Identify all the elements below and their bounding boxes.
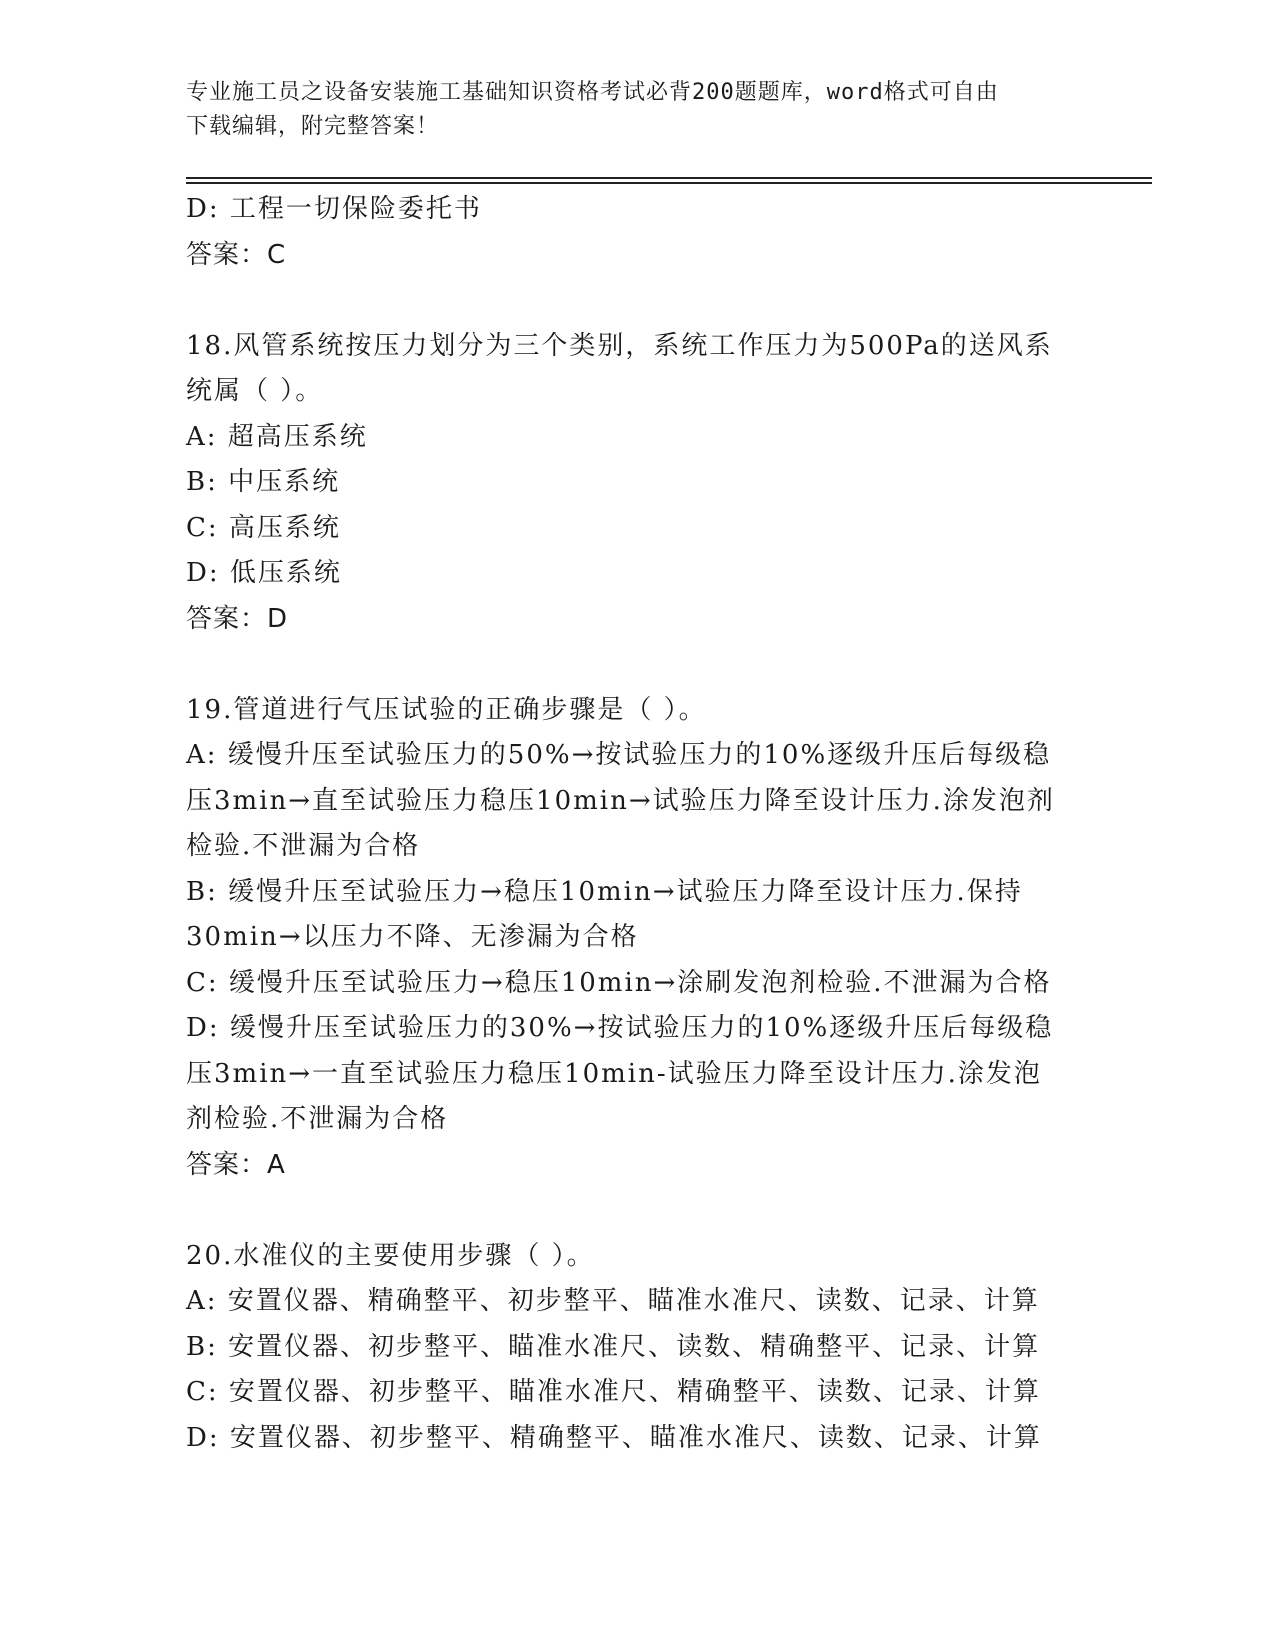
q20-option-d: D: 安置仪器、初步整平、精确整平、瞄准水准尺、读数、记录、计算 (186, 1422, 1042, 1453)
header-line-2: 下载编辑，附完整答案！ (186, 114, 440, 139)
q19-option-a-line-1: A: 缓慢升压至试验压力的50%→按试验压力的10%逐级升压后每级稳 (186, 740, 1052, 770)
q19-stem: 19.管道进行气压试验的正确步骤是（ ）。 (186, 694, 707, 725)
q18-stem-line-2: 统属（ ）。 (186, 376, 324, 406)
q19-option-b-line-2: 30min→以压力不降、无渗漏为合格 (186, 922, 639, 952)
q19-option-b-line-1: B: 缓慢升压至试验压力→稳压10min→试验压力降至设计压力.保持 (186, 876, 1023, 907)
header-divider-bottom (186, 182, 1152, 184)
question-list (186, 187, 1086, 1461)
q19-option-a-line-3: 检验.不泄漏为合格 (186, 831, 421, 861)
header-line-1: 专业施工员之设备安装施工基础知识资格考试必背200题题库，word格式可自由 (186, 80, 999, 105)
q20-option-a: A: 安置仪器、精确整平、初步整平、瞄准水准尺、读数、记录、计算 (186, 1286, 1040, 1316)
q19-answer: 答案：A (186, 1149, 286, 1180)
q18-option-a: A: 超高压系统 (186, 421, 368, 452)
q19-option-d-line-1: D: 缓慢升压至试验压力的30%→按试验压力的10%逐级升压后每级稳 (186, 1013, 1054, 1043)
spacer (186, 1188, 1086, 1234)
q19-option-c: C: 缓慢升压至试验压力→稳压10min→涂刷发泡剂检验.不泄漏为合格 (186, 967, 1052, 998)
q18-option-d: D: 低压系统 (186, 558, 342, 588)
q18-option-c: C: 高压系统 (186, 512, 341, 543)
spacer (186, 278, 1086, 324)
q17-option-d: D: 工程一切保险委托书 (186, 194, 482, 224)
q19-option-a-line-2: 压3min→直至试验压力稳压10min→试验压力降至设计压力.涂发泡剂 (186, 785, 1055, 816)
q19-option-d-line-3: 剂检验.不泄漏为合格 (186, 1104, 449, 1134)
q18-stem-line-1: 18.风管系统按压力划分为三个类别，系统工作压力为500Pa的送风系 (186, 330, 1053, 361)
q18-answer: 答案：D (186, 603, 289, 634)
q17-answer: 答案：C (186, 239, 287, 270)
q20-stem: 20.水准仪的主要使用步骤（ ）。 (186, 1240, 595, 1271)
q18-option-b: B: 中压系统 (186, 467, 341, 497)
q20-option-b: B: 安置仪器、初步整平、瞄准水准尺、读数、精确整平、记录、计算 (186, 1331, 1041, 1362)
page-header (186, 76, 1066, 144)
header-divider-top (186, 177, 1152, 179)
spacer (186, 642, 1086, 688)
q20-option-c: C: 安置仪器、初步整平、瞄准水准尺、精确整平、读数、记录、计算 (186, 1377, 1041, 1407)
q19-option-d-line-2: 压3min→一直至试验压力稳压10min-试验压力降至设计压力.涂发泡 (186, 1058, 1042, 1089)
